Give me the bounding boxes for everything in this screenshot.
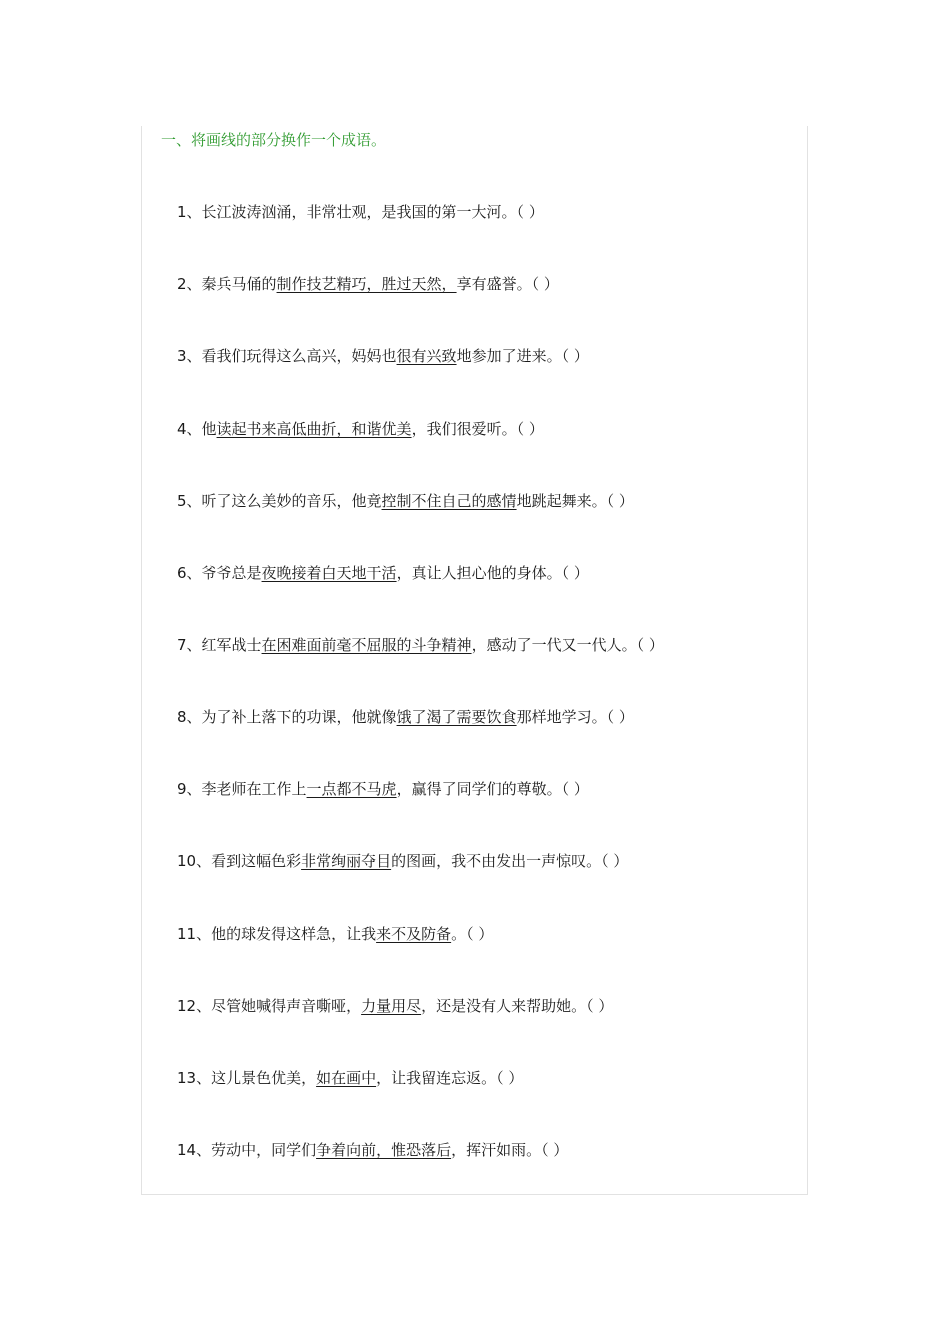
question-8 <box>177 706 634 728</box>
question-13 <box>177 1067 523 1089</box>
underlined-phrase: 夜晚接着白天地干活 <box>261 564 397 582</box>
question-2 <box>177 273 559 295</box>
question-4 <box>177 418 544 440</box>
underlined-phrase: 来不及防备 <box>376 925 452 943</box>
question-7 <box>177 634 664 656</box>
question-text-end: ，让我留连忘返。（ ） <box>376 1069 524 1087</box>
question-3 <box>177 345 589 367</box>
underlined-phrase: 制作技艺精巧，胜过天然， <box>276 275 457 293</box>
question-text-end: 地跳起舞来。（ ） <box>516 492 634 510</box>
question-text: 11、他的球发得这样急，让我 <box>177 925 377 943</box>
question-text: 13、这儿景色优美， <box>177 1069 317 1087</box>
underlined-phrase: 读起书来高低曲折，和谐优美 <box>216 420 412 438</box>
underlined-phrase: 力量用尽 <box>361 997 422 1015</box>
question-5 <box>177 490 634 512</box>
question-text: 10、看到这幅色彩 <box>177 852 302 870</box>
question-text-end: 的图画，我不由发出一声惊叹。（ ） <box>391 852 629 870</box>
underlined-phrase: 饿了渴了需要饮食 <box>396 708 517 726</box>
question-text-end: 地参加了进来。（ ） <box>456 347 589 365</box>
underlined-phrase: 控制不住自己的感情 <box>381 492 517 510</box>
question-text-end: ，还是没有人来帮助她。（ ） <box>421 997 614 1015</box>
question-12 <box>177 995 613 1017</box>
question-text-end: ，挥汗如雨。（ ） <box>451 1141 569 1159</box>
question-11 <box>177 923 493 945</box>
underlined-phrase: 一点都不马虎 <box>306 780 397 798</box>
underlined-phrase: 争着向前，惟恐落后 <box>316 1141 452 1159</box>
question-text-end: ，感动了一代又一代人。（ ） <box>471 636 664 654</box>
question-text: 12、尽管她喊得声音嘶哑， <box>177 997 362 1015</box>
question-9 <box>177 778 589 800</box>
question-10 <box>177 850 628 872</box>
underlined-phrase: 如在画中 <box>316 1069 377 1087</box>
question-text-end: ，真让人担心他的身体。（ ） <box>396 564 589 582</box>
question-text: 5、听了这么美妙的音乐，他竟 <box>177 492 382 510</box>
section-heading: 一、将画线的部分换作一个成语。 <box>161 131 387 149</box>
question-1 <box>177 201 544 223</box>
question-text-end: ，我们很爱听。（ ） <box>411 420 544 438</box>
underlined-phrase: 很有兴致 <box>396 347 457 365</box>
question-text: 4、他 <box>177 420 217 438</box>
question-text: 2、秦兵马俑的 <box>177 275 277 293</box>
question-text: 14、劳动中，同学们 <box>177 1141 317 1159</box>
question-14 <box>177 1139 568 1161</box>
question-text: 6、爷爷总是 <box>177 564 262 582</box>
question-text: 3、看我们玩得这么高兴，妈妈也 <box>177 347 397 365</box>
question-text: 7、红军战士 <box>177 636 262 654</box>
question-text-end: ，赢得了同学们的尊敬。（ ） <box>396 780 589 798</box>
underlined-phrase: 在困难面前毫不屈服的斗争精神 <box>261 636 472 654</box>
underlined-phrase: 非常绚丽夺目 <box>301 852 392 870</box>
question-text-end: 享有盛誉。（ ） <box>456 275 559 293</box>
question-text: 9、李老师在工作上 <box>177 780 307 798</box>
question-text: 1、长江波涛汹涌，非常壮观，是我国的第一大河。（ ） <box>177 203 544 221</box>
question-text-end: 那样地学习。（ ） <box>516 708 634 726</box>
question-text: 8、为了补上落下的功课，他就像 <box>177 708 397 726</box>
question-text-end: 。（ ） <box>451 925 494 943</box>
question-6 <box>177 562 589 584</box>
